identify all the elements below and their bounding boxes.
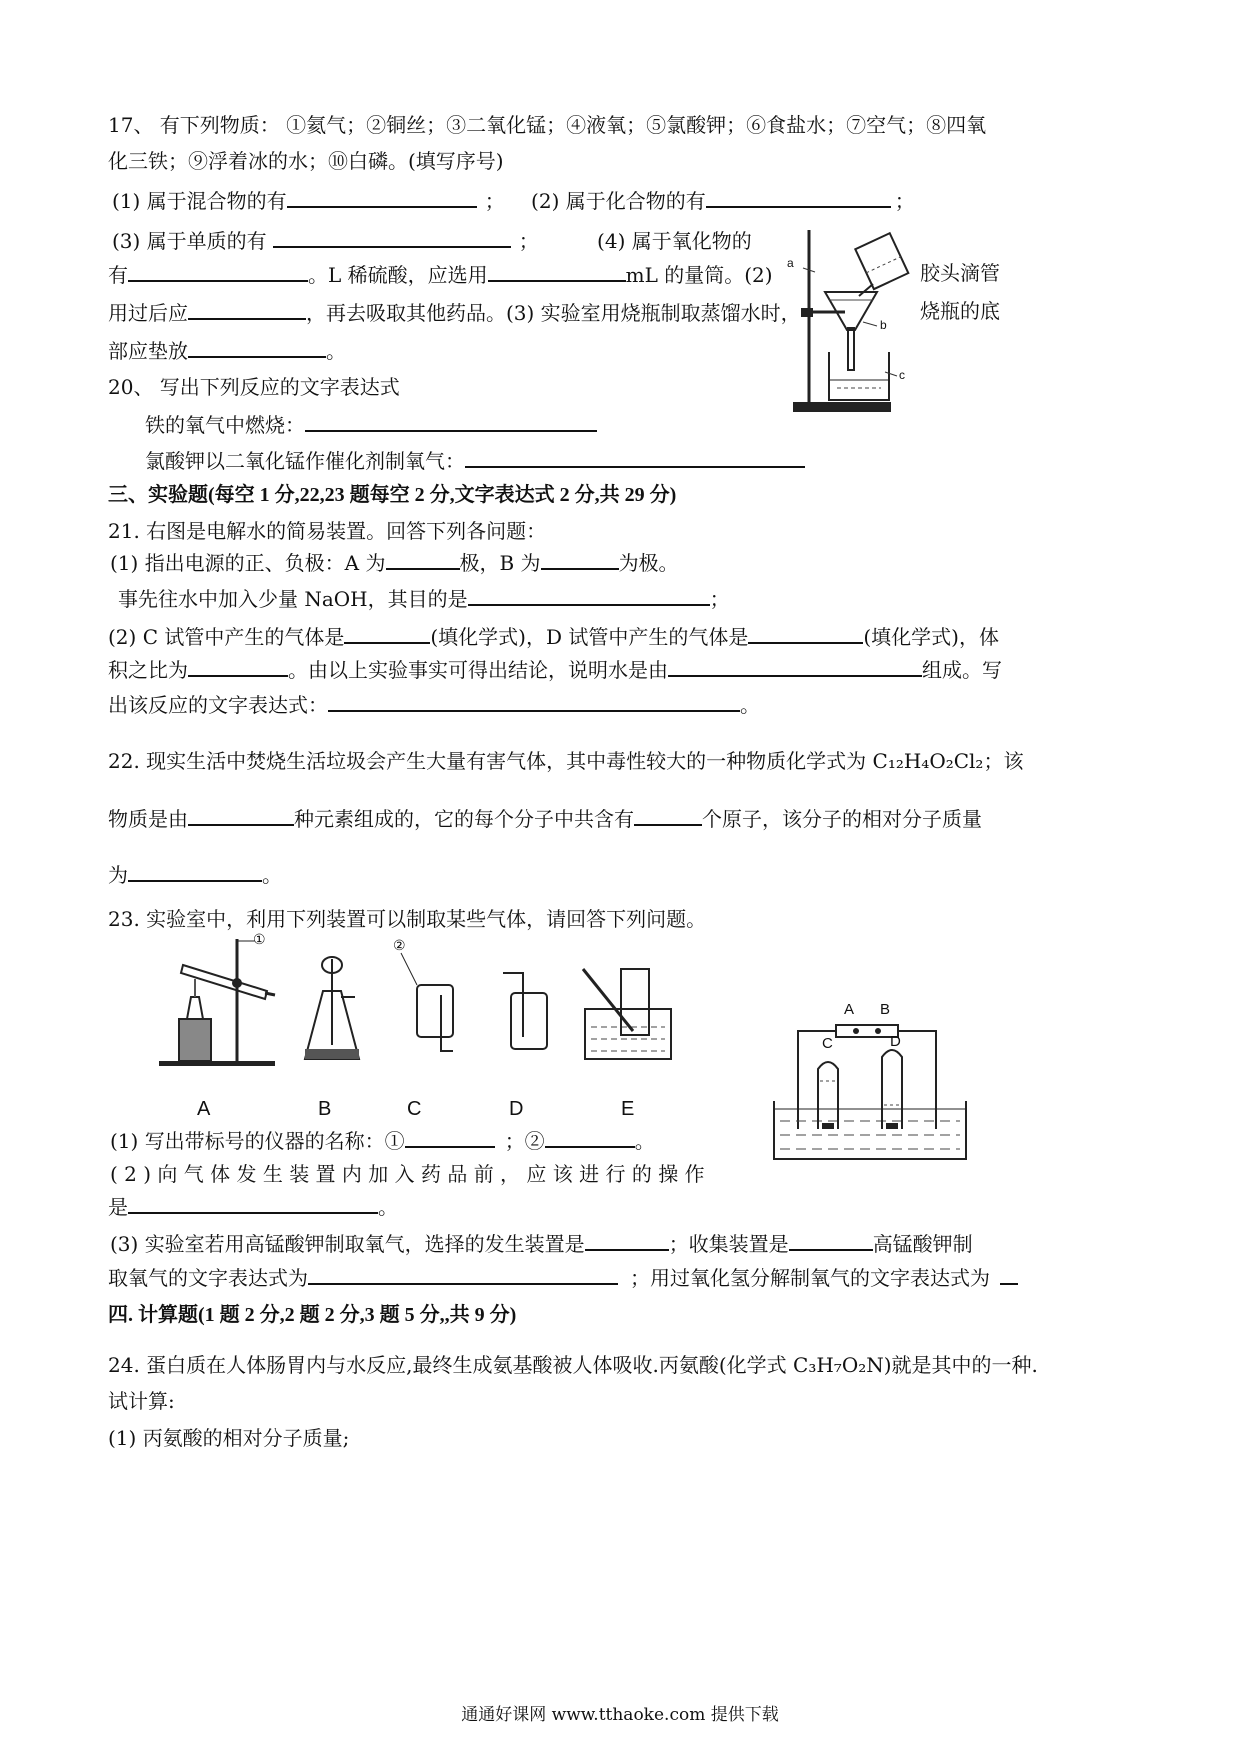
q17-part2-label: (2) 属于化合物的有: [531, 189, 706, 213]
q23-blank-kmno4[interactable]: [308, 1263, 618, 1285]
q21-line3: [108, 622, 999, 650]
q22-line1: 22. 现实生活中焚烧生活垃圾会产生大量有害气体，其中毒性较大的一种物质化学式为 C₁₂H₄O₂Cl₂；该: [108, 749, 1024, 773]
q17-line2: 化三铁；⑨浮着冰的水；⑩白磷。(填写序号): [108, 149, 504, 173]
q22-blank-atoms[interactable]: [634, 804, 702, 826]
q21-line1: [110, 548, 679, 576]
q20-reaction2: [145, 446, 805, 474]
q23-line2: ( 2 ) 向 气 体 发 生 装 置 内 加 入 药 品 前 ， 应 该 进 行 的 操 作: [110, 1162, 705, 1186]
q23-blank-h2o2[interactable]: [1000, 1263, 1018, 1285]
q17-frag5: ，再去吸取其他药品。(3) 实验室用烧瓶制取蒸馏水时，: [306, 301, 801, 325]
q20-blank-kclo3[interactable]: [465, 446, 805, 468]
q21-l1c: 为极。: [618, 551, 679, 575]
q17-frag7: 部应垫放: [108, 339, 188, 363]
q17-frag3: 胶头滴管: [920, 261, 1000, 285]
q17-you: 有: [108, 263, 128, 287]
q23-title: 23. 实验室中，利用下列装置可以制取某些气体，请回答下列问题。: [108, 907, 707, 931]
section4-heading: 四. 计算题(1 题 2 分,2 题 2 分,3 题 5 分,,共 9 分): [108, 1304, 517, 1326]
apparatus-label-a: A: [197, 1098, 211, 1120]
period: 。: [262, 863, 282, 887]
q21-l2: 事先往水中加入少量 NaOH，其目的是: [118, 587, 468, 611]
q23-l5b: ；用过氧化氢分解制氧气的文字表达式为: [630, 1266, 990, 1290]
funnel-label-b: b: [880, 318, 887, 332]
electrolysis-label-a: A: [844, 1001, 855, 1018]
q17-frag2: mL 的量筒。(2): [625, 263, 773, 287]
q23-l4a: (3) 实验室若用高锰酸钾制取氧气，选择的发生装置是: [110, 1232, 585, 1256]
apparatus-mark-2: ②: [393, 937, 406, 953]
q17-frag1: 。L 稀硫酸，应选用: [308, 263, 488, 287]
q21-l5: 出该反应的文字表达式：: [108, 693, 328, 717]
q21-line2: [118, 584, 730, 612]
q23-l1b: ；②: [504, 1129, 545, 1153]
q22-l2a: 物质是由: [108, 807, 188, 831]
q23-blank-instrument2[interactable]: [545, 1126, 635, 1148]
period: 。: [634, 1129, 655, 1153]
funnel-label-c: c: [899, 368, 905, 382]
q23-blank-instrument1[interactable]: [405, 1126, 495, 1148]
q17-blank-element[interactable]: [273, 226, 511, 248]
q21-blank-ratio[interactable]: [188, 655, 288, 677]
q17-part1-label: (1) 属于混合物的有: [112, 189, 287, 213]
q20-title: 20、 写出下列反应的文字表达式: [108, 375, 400, 399]
q17-line6: [108, 298, 801, 326]
q21-blank-a[interactable]: [386, 548, 460, 570]
section3-heading: 三、实验题(每空 1 分,22,23 题每空 2 分,文字表达式 2 分,共 29 分): [108, 484, 677, 506]
q20-reaction1: [145, 410, 597, 438]
q17-frag6: 烧瓶的底: [920, 299, 1000, 323]
q22-l2c: 个原子，该分子的相对分子质量: [702, 807, 982, 831]
q17-part4-label: (4) 属于氧化物的: [597, 229, 752, 253]
q21-l3b: (填化学式)，D 试管中产生的气体是: [430, 625, 749, 649]
q24-line3: (1) 丙氨酸的相对分子质量;: [108, 1426, 350, 1450]
electrolysis-label-c: C: [822, 1035, 833, 1052]
q21-blank-equation[interactable]: [328, 690, 740, 712]
semicolon: ；: [709, 587, 730, 611]
q17-blank-cylinder[interactable]: [488, 260, 626, 282]
q23-blank-generator[interactable]: [585, 1229, 669, 1251]
q21-l4c: 组成。写: [922, 658, 1002, 682]
page-footer: 通通好课网 www.tthaoke.com 提供下载: [461, 1705, 779, 1725]
q23-l4b: ；收集装置是: [668, 1232, 789, 1256]
electrolysis-label-d: D: [890, 1033, 901, 1050]
q22-line2: [108, 804, 982, 832]
q17-blank-dropper[interactable]: [188, 298, 306, 320]
q21-l1a: (1) 指出电源的正、负极：A 为: [110, 551, 386, 575]
apparatus-mark-1: ①: [253, 931, 266, 947]
q20-r2-label: 氯酸钾以二氧化锰作催化剂制氧气：: [145, 449, 465, 473]
q22-line3: [108, 860, 282, 888]
q23-line1: [110, 1126, 655, 1154]
q21-l3c: (填化学式)，体: [863, 625, 999, 649]
q21-line5: [108, 690, 760, 718]
apparatus-label-e: E: [621, 1098, 635, 1120]
q17-part3: [112, 226, 752, 254]
q21-l4a: 积之比为: [108, 658, 188, 682]
q21-blank-composition[interactable]: [668, 655, 922, 677]
q21-l4b: 。由以上实验事实可得出结论，说明水是由: [288, 658, 668, 682]
q17-line7: [108, 336, 346, 364]
q20-r1-label: 铁的氧气中燃烧：: [145, 413, 305, 437]
q23-blank-collector[interactable]: [789, 1229, 873, 1251]
electrolysis-figure: [770, 1001, 980, 1165]
q20-blank-iron[interactable]: [305, 410, 597, 432]
q17-line5: [108, 260, 773, 288]
q17-blank-oxide[interactable]: [128, 260, 308, 282]
q21-line4: [108, 655, 1002, 683]
period: 。: [740, 693, 760, 717]
apparatus-label-b: B: [318, 1098, 332, 1120]
q22-blank-mass[interactable]: [128, 860, 262, 882]
funnel-label-a: a: [787, 256, 794, 270]
q23-blank-operation[interactable]: [128, 1192, 378, 1214]
q24-line1: 24. 蛋白质在人体肠胃内与水反应,最终生成氨基酸被人体吸收.丙氨酸(化学式 C₃H₇O₂N)就是其中的一种.: [108, 1353, 1038, 1377]
q23-l3: 是: [108, 1195, 128, 1219]
semicolon: ；: [894, 189, 915, 213]
q21-blank-c-gas[interactable]: [344, 622, 430, 644]
period: 。: [326, 339, 346, 363]
q22-blank-elements[interactable]: [188, 804, 294, 826]
q21-title: 21. 右图是电解水的简易装置。回答下列各问题：: [108, 519, 547, 543]
q17-blank-compound[interactable]: [706, 186, 891, 208]
q23-l4c: 高锰酸钾制: [872, 1232, 973, 1256]
q21-l1b: 极，B 为: [459, 551, 541, 575]
filtration-apparatus-figure: [785, 222, 915, 418]
q22-l2b: 种元素组成的，它的每个分子中共含有: [294, 807, 634, 831]
q23-line5: [108, 1263, 1018, 1291]
gas-apparatus-figure: [155, 931, 685, 1075]
q21-blank-naoh[interactable]: [468, 584, 710, 606]
q17-line1: 17、 有下列物质： ①氦气；②铜丝；③二氧化锰；④液氧；⑤氯酸钾；⑥食盐水；⑦空气；⑧四氧: [108, 113, 987, 137]
q21-blank-b[interactable]: [541, 548, 619, 570]
q17-frag4: 用过后应: [108, 301, 188, 325]
apparatus-label-d: D: [509, 1098, 524, 1120]
q17-blank-flask[interactable]: [188, 336, 326, 358]
q17-part3-label: (3) 属于单质的有: [112, 229, 267, 253]
q17-part1: [112, 186, 915, 214]
q21-l3a: (2) C 试管中产生的气体是: [108, 625, 345, 649]
apparatus-label-c: C: [407, 1098, 422, 1120]
period: 。: [378, 1195, 398, 1219]
q23-l5a: 取氧气的文字表达式为: [108, 1266, 308, 1290]
q23-line4: [110, 1229, 973, 1257]
q24-line2: 试计算:: [108, 1389, 175, 1413]
q23-l1a: (1) 写出带标号的仪器的名称：①: [110, 1129, 405, 1153]
electrolysis-label-b: B: [880, 1001, 891, 1018]
q22-l3: 为: [108, 863, 128, 887]
semicolon: ；: [518, 229, 539, 253]
q23-line3: [108, 1192, 398, 1220]
semicolon: ；: [484, 189, 505, 213]
q17-blank-mixture[interactable]: [287, 186, 477, 208]
q21-blank-d-gas[interactable]: [748, 622, 863, 644]
